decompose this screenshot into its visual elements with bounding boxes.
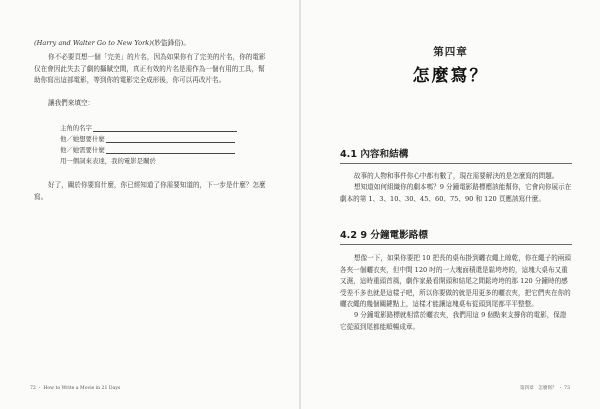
field-label: 用一個詞來表達，我的電影是關於 xyxy=(60,157,156,165)
fill-field-protagonist-name xyxy=(60,123,237,132)
movie-title: (Harry and Walter Go to New York) xyxy=(34,39,152,47)
intro-line xyxy=(34,38,266,50)
section-heading-signposts: 4.2 9 分鐘電影路標 xyxy=(340,227,572,245)
blank-line xyxy=(93,124,237,132)
right-page-footer: 第四章 怎麼寫？ ・ 73 xyxy=(519,386,570,391)
paragraph-section1-2: 想知道如何組織你的劇本嗎？9 分鐘電影路標應該能幫你，它會向你展示在劇本的第 1、3、10、30、45、60、75、90 和 120 頁應該寫什麼。 xyxy=(340,183,572,203)
chapter-label: 第四章 xyxy=(433,46,468,58)
chapter-title: 怎麼寫？ xyxy=(412,66,489,86)
movie-title-translation: (妙盜鋒俗)。 xyxy=(151,39,190,47)
field-label: 他／她需要什麼 xyxy=(60,146,105,154)
fill-field-one-word xyxy=(60,156,156,165)
paragraph-section1-1: 故事的人物和事件你心中都有數了，現在需要解決的是怎麼寫的問題。 xyxy=(354,172,559,180)
blank-line xyxy=(106,135,235,143)
paragraph-next-step: 好了，關於你要寫什麼，你已經知道了你需要知道的，下一步是什麼？怎麼寫。 xyxy=(34,181,266,201)
fill-field-needs xyxy=(60,145,235,154)
paragraph-section2-1: 想像一下，如果你要把 10 把長的桌布掛到曬衣繩上晾乾，你在繩子的兩頭各夾一個曬衣夾，但中間 120 吋的一大塊面積還是鬆垮垮的，這塊大桌布又重又濕，這時重頭首風，劇作家最看開頭和結尾之間鬆垮垮的那 120 分鐘時的感受差不多也就是這樣子吧，所以你要做的就是用更多的曬衣夾，把它們夾在你的曬衣繩的幾個關鍵點上，這樣才能讓這塊桌布從頭到尾都平平整整。 xyxy=(340,254,571,308)
section-heading-content-structure: 4.1 內容和結構 xyxy=(340,146,572,164)
paragraph-section2-2: 9 分鐘電影路標就相當於曬衣夾，我們用這 9 個點來支撐你的電影，保證它從頭到尾都能順暢成章。 xyxy=(340,311,567,331)
fill-field-wants xyxy=(60,134,235,143)
field-label: 主角的名字 xyxy=(60,124,92,132)
left-page-footer: 72 ・ How to Write a Movie in 21 Days xyxy=(30,386,121,391)
paragraph-title-advice: 你不必要頁想一個「完美」的片名，因為如果你有了完美的片名，你的電影仅在會因此失去了劇的攝賦空間，真正有效的片名是需作為一個有用的工具，幫助你寫出這部電影，等到你的電影完全成形後，你可以再改片名。 xyxy=(34,53,266,84)
fill-in-prompt: 讓我們來填空： xyxy=(48,99,95,107)
field-label: 他／她想要什麼 xyxy=(60,135,105,143)
blank-line xyxy=(106,146,235,154)
